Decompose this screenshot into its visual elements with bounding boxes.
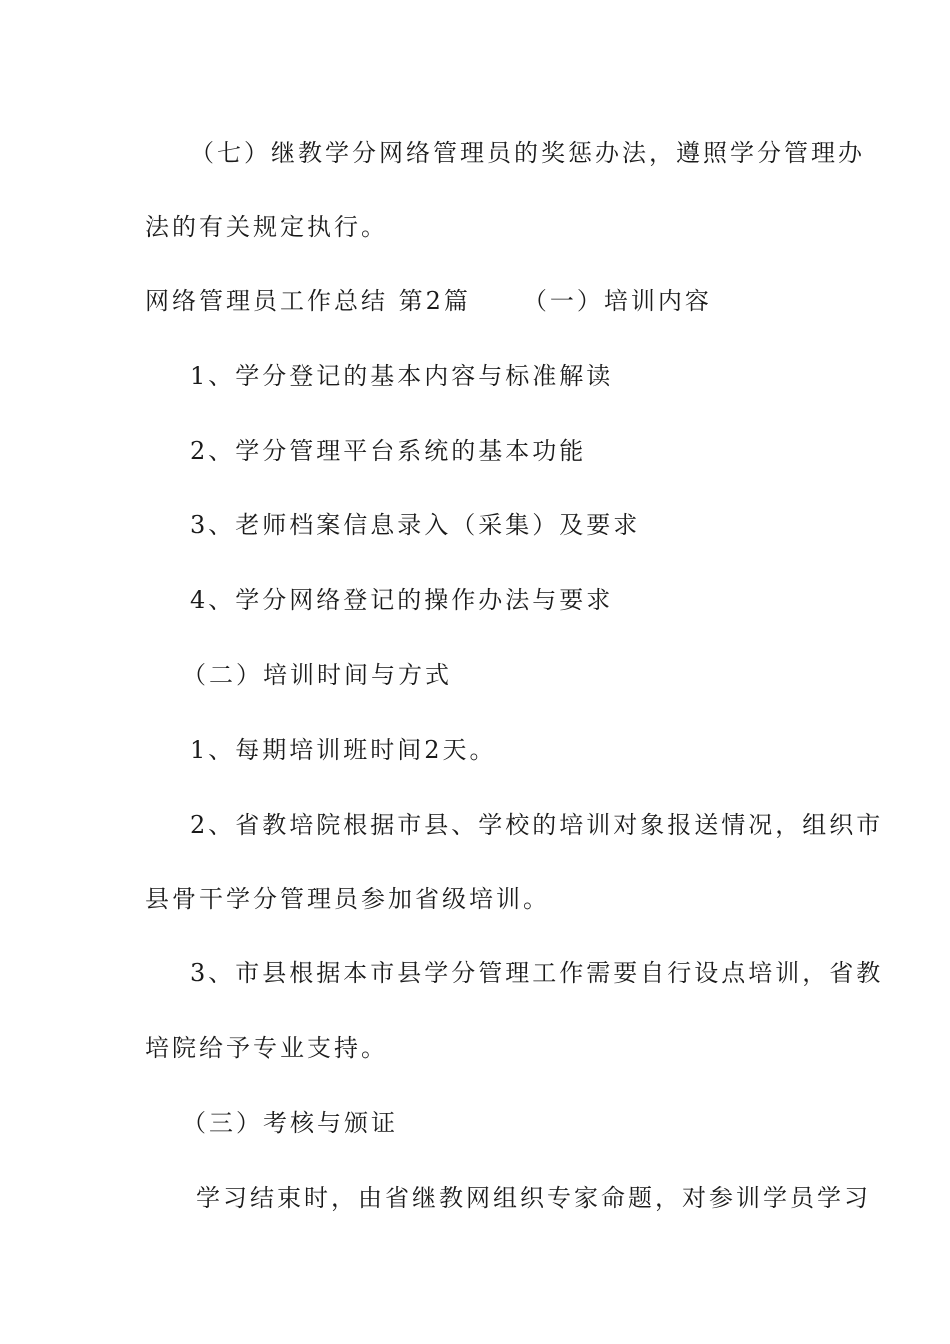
subsection-heading: （一）培训内容 <box>522 287 712 315</box>
section-heading-row <box>145 286 712 316</box>
list-item: 4、学分网络登记的操作办法与要求 <box>190 586 614 614</box>
subsection-heading: （二）培训时间与方式 <box>182 661 452 689</box>
list-item: 3、市县根据本市县学分管理工作需要自行设点培训，省教 <box>190 959 884 987</box>
paragraph-line: （七）继教学分网络管理员的奖惩办法，遵照学分管理办 <box>190 139 865 167</box>
list-item: 1、每期培训班时间2天。 <box>190 736 497 764</box>
list-item: 2、学分管理平台系统的基本功能 <box>190 437 587 465</box>
paragraph-line: 县骨干学分管理员参加省级培训。 <box>145 885 550 913</box>
list-item: 3、老师档案信息录入（采集）及要求 <box>190 511 641 539</box>
list-item: 1、学分登记的基本内容与标准解读 <box>190 362 614 390</box>
paragraph-line: 法的有关规定执行。 <box>145 213 388 241</box>
list-item: 2、省教培院根据市县、学校的培训对象报送情况，组织市 <box>190 811 884 839</box>
paragraph-line: 培院给予专业支持。 <box>145 1034 388 1062</box>
subsection-heading: （三）考核与颁证 <box>182 1109 398 1137</box>
paragraph-line: 学习结束时，由省继教网组织专家命题，对参训学员学习 <box>196 1184 871 1212</box>
section-title: 网络管理员工作总结 第2篇 <box>145 287 471 315</box>
